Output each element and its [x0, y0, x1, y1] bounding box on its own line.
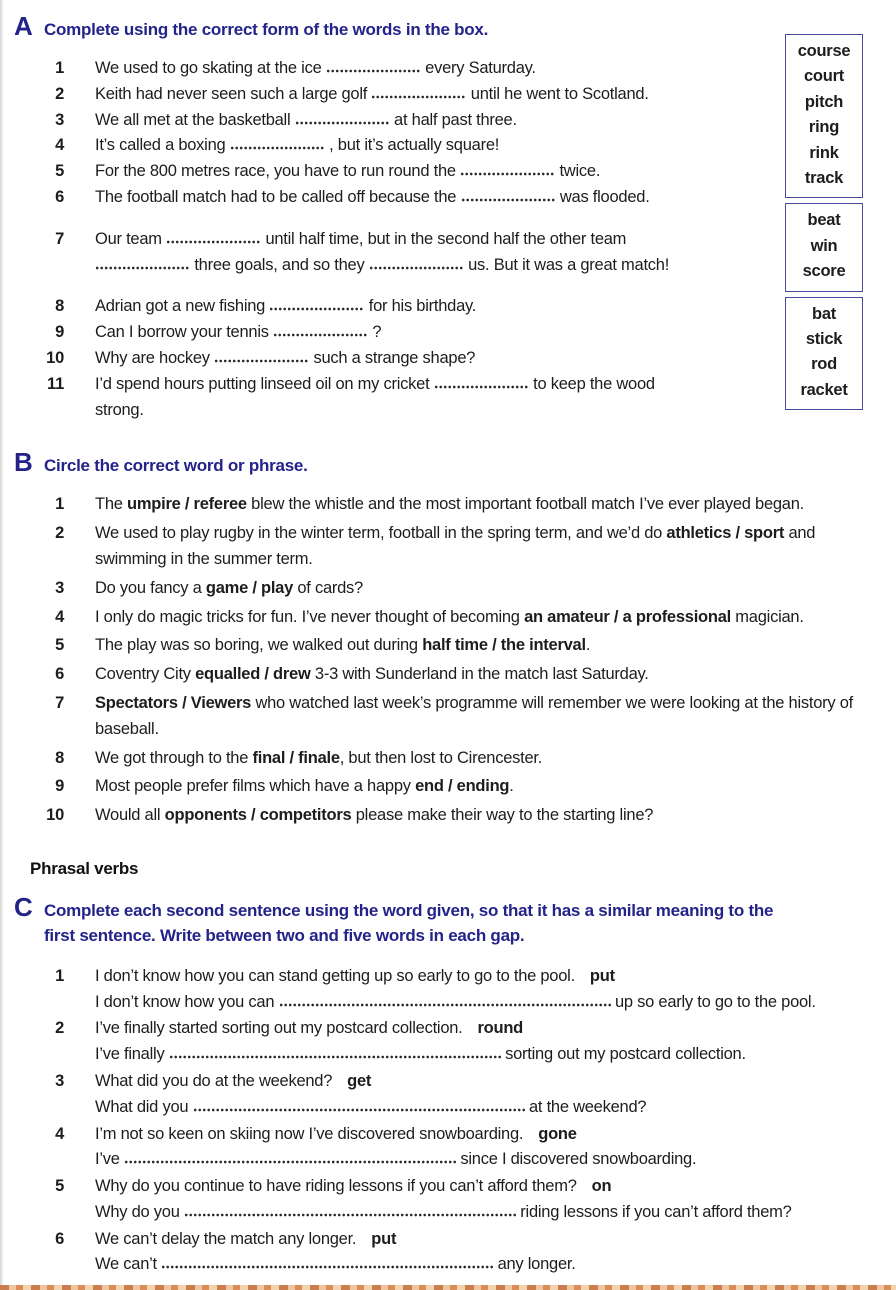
item-text [95, 521, 861, 573]
item-text [95, 1069, 875, 1121]
given-word: gone [538, 1124, 577, 1143]
item-number: 4 [55, 607, 64, 626]
item-text [95, 1227, 875, 1279]
sentence-text: We used to go skating at the ice [95, 59, 326, 77]
sentence-text: to keep the wood [528, 374, 655, 393]
sentence-line [95, 159, 767, 185]
item-text [95, 605, 861, 631]
section-c-title: Complete each second sentence using the word given, so that it has a similar meaning to the first sentence. Write between two and five words in each gap. [44, 900, 774, 945]
exercise-item [0, 1174, 896, 1226]
answer-blank [279, 1000, 611, 1007]
sentence-text: game / play [205, 578, 294, 597]
answer-blank [95, 263, 190, 270]
sentence-text: Can I borrow your tennis [95, 323, 274, 342]
sentence-line [95, 605, 861, 631]
exercise-item [0, 492, 896, 518]
sentence-line [95, 576, 861, 602]
item-text [95, 56, 767, 82]
given-word: on [591, 1177, 612, 1196]
exercise-item [0, 964, 896, 1016]
item-number: 5 [55, 162, 64, 181]
sentence-line [95, 1016, 875, 1042]
item-number: 9 [55, 323, 64, 342]
item-text [95, 320, 767, 346]
sentence-text: us. But it was a great match! [463, 255, 670, 274]
sentence-text: The football match had to be called off because the [95, 187, 461, 206]
sentence-text: end / ending [415, 777, 510, 796]
item-number: 4 [55, 1124, 64, 1143]
exercise-item [0, 346, 896, 372]
sentence-text: until he went to Scotland. [466, 84, 649, 103]
item-text [95, 82, 767, 108]
item-number: 3 [55, 110, 64, 129]
sentence-text: The play was so boring, we walked out during [95, 636, 423, 655]
item-number: 10 [46, 348, 64, 367]
section-b-items [0, 492, 896, 829]
item-text [95, 1016, 875, 1068]
item-number: 11 [47, 374, 64, 393]
answer-blank [295, 118, 390, 125]
item-number: 2 [55, 1019, 64, 1038]
item-text [95, 1174, 875, 1226]
sentence-text: . [585, 636, 591, 655]
sentence-line [95, 521, 861, 573]
sentence-text: Why do you continue to have riding lessons if you can’t afford them? [95, 1177, 577, 1196]
exercise-item [0, 633, 896, 659]
item-text [95, 803, 861, 829]
word-option: racket [800, 380, 848, 399]
section-c [0, 891, 896, 1279]
item-text [95, 108, 767, 134]
item-number: 6 [55, 665, 64, 684]
sentence-line [95, 774, 861, 800]
sentence-text: blew the whistle and the most important football match I’ve ever played began. [246, 495, 804, 514]
sentence-text: magician. [730, 607, 804, 626]
section-c-items [0, 964, 896, 1279]
sentence-text: at half past three. [389, 110, 517, 129]
exercise-item [0, 691, 896, 743]
sentence-text: equalled / drew [195, 665, 311, 684]
sentence-text: riding lessons if you can’t afford them? [515, 1202, 792, 1221]
item-text [95, 691, 861, 743]
exercise-item [0, 605, 896, 631]
exercise-item [0, 372, 896, 424]
item-text [95, 1122, 875, 1174]
sentence-text: We can’t [95, 1255, 162, 1274]
sentence-line [95, 185, 767, 211]
exercise-item [0, 82, 896, 108]
item-number: 4 [55, 136, 64, 155]
answer-blank [166, 237, 261, 244]
sentence-text: up so early to go to the pool. [610, 992, 816, 1011]
exercise-item [0, 294, 896, 320]
word-box [785, 203, 863, 291]
word-option: track [804, 169, 844, 188]
item-text [95, 294, 767, 320]
section-a-items [0, 56, 896, 423]
sentence-text: Spectators / Viewers [95, 693, 252, 712]
item-number: 2 [55, 84, 64, 103]
word-option: rink [809, 143, 839, 162]
exercise-item [0, 746, 896, 772]
item-text [95, 227, 767, 279]
item-number: 8 [55, 297, 64, 316]
answer-blank [193, 1105, 525, 1112]
exercise-item [0, 774, 896, 800]
exercise-item [0, 320, 896, 346]
sentence-text: athletics / sport [666, 524, 785, 543]
sentence-text: I’d spend hours putting linseed oil on my cricket [95, 374, 434, 393]
section-a [0, 11, 896, 423]
sentence-text: three goals, and so they [190, 255, 369, 274]
item-number: 3 [55, 1071, 64, 1090]
item-number: 8 [55, 748, 64, 767]
sentence-text: 3-3 with Sunderland in the match last Saturday. [310, 665, 649, 684]
item-text [95, 159, 767, 185]
phrasal-verbs-heading: Phrasal verbs [30, 858, 139, 878]
sentence-line [95, 1042, 875, 1068]
sentence-text: who watched last week’s programme will remember we were looking at the history of baseball. [95, 693, 853, 738]
section-b-title: Circle the correct word or phrase. [44, 456, 308, 476]
page-edge-shadow [0, 0, 4, 1290]
item-text [95, 964, 875, 1016]
item-text [95, 346, 767, 372]
sentence-text: We all met at the basketball [95, 110, 295, 129]
sentence-text: half time / the interval [422, 636, 586, 655]
sentence-line [95, 746, 861, 772]
sentence-text: What did you do at the weekend? [95, 1071, 333, 1090]
item-text [95, 662, 861, 688]
answer-blank [169, 1052, 501, 1059]
answer-blank [161, 1262, 493, 1269]
item-text [95, 185, 767, 211]
sentence-line [95, 320, 767, 346]
word-option: win [810, 236, 838, 255]
sentence-text: any longer. [493, 1255, 576, 1274]
sentence-text: Adrian got a new fishing [95, 297, 270, 316]
sentence-text: Our team [95, 229, 167, 248]
item-text [95, 746, 861, 772]
sentence-line [95, 1227, 875, 1253]
word-box [785, 297, 863, 411]
sentence-line [95, 1122, 875, 1148]
sentence-line [95, 1069, 875, 1095]
sentence-text: an amateur / a professional [524, 607, 731, 626]
sentence-text: sorting out my postcard collection. [500, 1045, 746, 1064]
item-text [95, 774, 861, 800]
exercise-item [0, 576, 896, 602]
sentence-line [95, 82, 767, 108]
word-option: pitch [804, 92, 844, 111]
sentence-line [95, 633, 861, 659]
word-option: bat [812, 304, 836, 323]
sentence-line [95, 1252, 875, 1278]
sentence-text: , but it’s actually square! [324, 136, 500, 155]
word-option: score [802, 262, 846, 281]
answer-blank [369, 263, 464, 270]
exercise-item [0, 159, 896, 185]
sentence-line [95, 990, 875, 1016]
sentence-text: I’m not so keen on skiing now I’ve discovered snowboarding. [95, 1124, 524, 1143]
item-number: 7 [55, 693, 64, 712]
sentence-text: Why are hockey [95, 348, 215, 367]
exercise-item [0, 803, 896, 829]
item-number: 3 [55, 578, 64, 597]
sentence-line [95, 1200, 875, 1226]
item-text [95, 633, 861, 659]
sentence-line [95, 662, 861, 688]
sentence-text: Most people prefer films which have a happy [95, 777, 416, 796]
exercise-item [0, 662, 896, 688]
sentence-line [95, 227, 767, 253]
section-b [0, 447, 896, 829]
word-option: stick [805, 330, 843, 349]
exercise-item [0, 1016, 896, 1068]
sentence-text: Would all [95, 806, 165, 825]
word-option: ring [808, 118, 840, 137]
sentence-text: What did you [95, 1097, 193, 1116]
exercise-item [0, 1069, 896, 1121]
sentence-line [95, 398, 767, 424]
page-bottom-band [0, 1285, 896, 1290]
sentence-text: For the 800 metres race, you have to run round the [95, 162, 461, 181]
sentence-text: of cards? [293, 578, 363, 597]
item-number: 9 [55, 777, 64, 796]
section-c-letter: C [14, 891, 33, 922]
sentence-text: such a strange shape? [309, 348, 476, 367]
sentence-text: for his birthday. [364, 297, 477, 316]
sentence-line [95, 372, 767, 398]
sentence-line [95, 1147, 875, 1173]
sentence-text: ? [368, 323, 382, 342]
word-option: rod [811, 355, 837, 374]
answer-blank [269, 304, 364, 311]
exercise-item [0, 133, 896, 159]
sentence-line [95, 253, 767, 279]
sentence-line [95, 492, 861, 518]
exercise-item [0, 1122, 896, 1174]
sentence-text: . [509, 777, 514, 796]
sentence-text: I’ve [95, 1150, 125, 1169]
item-text [95, 576, 861, 602]
answer-blank [214, 356, 309, 363]
sentence-line [95, 803, 861, 829]
exercise-item [0, 185, 896, 211]
item-number: 10 [46, 806, 64, 825]
sentence-text: I don’t know how you can stand getting up so early to go to the pool. [95, 966, 575, 985]
sentence-text: opponents / competitors [164, 806, 352, 825]
sentence-line [95, 108, 767, 134]
answer-blank [434, 382, 529, 389]
given-word: get [347, 1071, 372, 1090]
exercise-item [0, 227, 896, 279]
exercise-item [0, 521, 896, 573]
item-number: 1 [55, 59, 64, 77]
sentence-text: please make their way to the starting line? [351, 806, 654, 825]
answer-blank [124, 1157, 456, 1164]
sentence-line [95, 294, 767, 320]
sentence-text: since I discovered snowboarding. [456, 1150, 697, 1169]
sentence-text: The [95, 495, 128, 514]
given-word: put [371, 1229, 397, 1248]
sentence-text: Do you fancy a [95, 578, 206, 597]
sentence-text: twice. [555, 162, 601, 181]
answer-blank [273, 330, 368, 337]
sentence-text: umpire / referee [127, 495, 247, 514]
word-box [785, 34, 863, 198]
sentence-text: I don’t know how you can [95, 992, 279, 1011]
answer-blank [371, 92, 466, 99]
sentence-line [95, 346, 767, 372]
sentence-text: We used to play rugby in the winter term, football in the spring term, and we’d do [95, 524, 667, 543]
sentence-text: I only do magic tricks for fun. I’ve never thought of becoming [95, 607, 525, 626]
sentence-line [95, 1174, 875, 1200]
section-b-letter: B [14, 447, 33, 478]
sentence-text: I’ve finally [95, 1045, 169, 1064]
sentence-text: every Saturday. [420, 59, 536, 77]
answer-blank [326, 66, 421, 73]
word-option: court [804, 67, 844, 86]
given-word: round [477, 1019, 524, 1038]
sentence-text: Why do you [95, 1202, 184, 1221]
exercise-item [0, 56, 896, 82]
answer-blank [461, 195, 556, 202]
sentence-line [95, 133, 767, 159]
sentence-line [95, 691, 861, 743]
section-a-header [14, 11, 896, 42]
sentence-text: Keith had never seen such a large golf [95, 84, 372, 103]
item-number: 5 [55, 636, 64, 655]
sentence-text: I’ve finally started sorting out my postcard collection. [95, 1019, 463, 1038]
sentence-text: , but then lost to Cirencester. [339, 748, 543, 767]
sentence-text: was flooded. [555, 187, 650, 206]
sentence-line [95, 964, 875, 990]
section-a-letter: A [14, 11, 33, 41]
answer-blank [230, 143, 325, 150]
item-number: 5 [55, 1177, 64, 1196]
word-boxes [785, 34, 863, 415]
sentence-text: We can’t delay the match any longer. [95, 1229, 357, 1248]
section-c-header [14, 891, 896, 948]
given-word: put [589, 966, 615, 985]
item-number: 7 [55, 229, 64, 248]
word-option: beat [807, 211, 841, 230]
item-text [95, 372, 767, 424]
sentence-text: until half time, but in the second half the other team [261, 229, 627, 248]
sentence-text: final / finale [252, 748, 340, 767]
answer-blank [184, 1210, 516, 1217]
item-number: 1 [55, 495, 64, 514]
answer-blank [460, 169, 555, 176]
exercise-item [0, 1227, 896, 1279]
sentence-line [95, 56, 767, 82]
section-b-header [14, 447, 896, 478]
exercise-item [0, 108, 896, 134]
word-option: course [797, 42, 851, 60]
sentence-text: We got through to the [95, 748, 253, 767]
section-a-title: Complete using the correct form of the words in the box. [44, 20, 489, 39]
item-text [95, 133, 767, 159]
item-number: 2 [55, 524, 64, 543]
sentence-text: It’s called a boxing [95, 136, 230, 155]
sentence-text: and swimming in the summer term. [95, 524, 816, 568]
item-text [95, 492, 861, 518]
item-number: 1 [55, 966, 64, 985]
sentence-text: strong. [95, 400, 144, 419]
sentence-line [95, 1095, 875, 1121]
item-number: 6 [55, 187, 64, 206]
sentence-text: Coventry City [95, 665, 196, 684]
sentence-text: at the weekend? [524, 1097, 647, 1116]
item-number: 6 [55, 1229, 64, 1248]
